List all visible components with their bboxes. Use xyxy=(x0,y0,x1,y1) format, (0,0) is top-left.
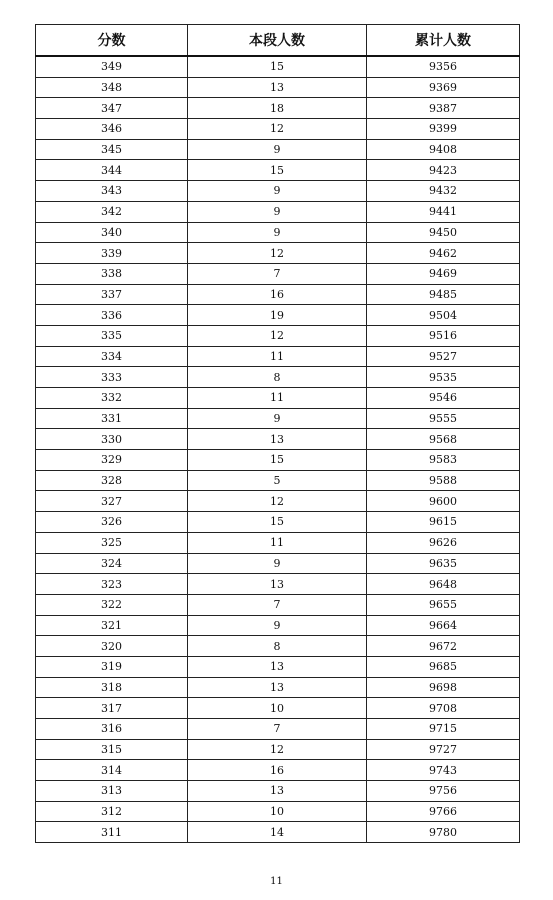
table-row xyxy=(36,698,520,719)
cell-segment-count: 18 xyxy=(188,98,367,119)
cell-segment-count: 13 xyxy=(188,574,367,595)
cell-score: 346 xyxy=(36,119,188,140)
cell-cumulative-count: 9698 xyxy=(367,677,520,698)
table-row xyxy=(36,160,520,181)
cell-score: 339 xyxy=(36,243,188,264)
cell-cumulative-count: 9655 xyxy=(367,594,520,615)
cell-score: 314 xyxy=(36,760,188,781)
cell-score: 324 xyxy=(36,553,188,574)
cell-cumulative-count: 9432 xyxy=(367,181,520,202)
cell-score: 313 xyxy=(36,781,188,802)
table-header xyxy=(36,25,520,57)
cell-segment-count: 12 xyxy=(188,325,367,346)
cell-segment-count: 13 xyxy=(188,77,367,98)
cell-segment-count: 7 xyxy=(188,263,367,284)
column-header-segment-count: 本段人数 xyxy=(188,25,367,57)
table-row xyxy=(36,222,520,243)
cell-segment-count: 12 xyxy=(188,119,367,140)
table-row xyxy=(36,77,520,98)
cell-cumulative-count: 9727 xyxy=(367,739,520,760)
cell-score: 325 xyxy=(36,532,188,553)
cell-segment-count: 14 xyxy=(188,822,367,843)
table-row xyxy=(36,781,520,802)
cell-score: 330 xyxy=(36,429,188,450)
cell-cumulative-count: 9615 xyxy=(367,512,520,533)
table-row xyxy=(36,139,520,160)
table-row xyxy=(36,574,520,595)
cell-segment-count: 9 xyxy=(188,615,367,636)
cell-score: 344 xyxy=(36,160,188,181)
cell-cumulative-count: 9399 xyxy=(367,119,520,140)
cell-score: 315 xyxy=(36,739,188,760)
table-row xyxy=(36,201,520,222)
cell-segment-count: 10 xyxy=(188,698,367,719)
cell-segment-count: 19 xyxy=(188,305,367,326)
cell-score: 345 xyxy=(36,139,188,160)
cell-cumulative-count: 9685 xyxy=(367,656,520,677)
cell-score: 342 xyxy=(36,201,188,222)
cell-cumulative-count: 9516 xyxy=(367,325,520,346)
table-row xyxy=(36,470,520,491)
table-row xyxy=(36,284,520,305)
cell-score: 332 xyxy=(36,388,188,409)
cell-segment-count: 8 xyxy=(188,636,367,657)
cell-segment-count: 13 xyxy=(188,429,367,450)
column-header-score: 分数 xyxy=(36,25,188,57)
table-row xyxy=(36,243,520,264)
cell-score: 334 xyxy=(36,346,188,367)
cell-score: 316 xyxy=(36,719,188,740)
cell-cumulative-count: 9626 xyxy=(367,532,520,553)
cell-score: 328 xyxy=(36,470,188,491)
cell-cumulative-count: 9408 xyxy=(367,139,520,160)
table-row xyxy=(36,677,520,698)
cell-cumulative-count: 9469 xyxy=(367,263,520,284)
table-row xyxy=(36,367,520,388)
cell-cumulative-count: 9708 xyxy=(367,698,520,719)
cell-cumulative-count: 9555 xyxy=(367,408,520,429)
table-row xyxy=(36,491,520,512)
cell-cumulative-count: 9766 xyxy=(367,801,520,822)
cell-segment-count: 11 xyxy=(188,346,367,367)
cell-segment-count: 16 xyxy=(188,760,367,781)
cell-segment-count: 16 xyxy=(188,284,367,305)
score-distribution-table-container xyxy=(35,24,519,843)
table-row xyxy=(36,450,520,471)
table-row xyxy=(36,325,520,346)
cell-cumulative-count: 9756 xyxy=(367,781,520,802)
header-row xyxy=(36,25,520,57)
cell-score: 319 xyxy=(36,656,188,677)
cell-cumulative-count: 9369 xyxy=(367,77,520,98)
cell-score: 322 xyxy=(36,594,188,615)
cell-cumulative-count: 9527 xyxy=(367,346,520,367)
cell-cumulative-count: 9535 xyxy=(367,367,520,388)
cell-cumulative-count: 9588 xyxy=(367,470,520,491)
cell-cumulative-count: 9664 xyxy=(367,615,520,636)
cell-cumulative-count: 9462 xyxy=(367,243,520,264)
cell-cumulative-count: 9546 xyxy=(367,388,520,409)
cell-cumulative-count: 9450 xyxy=(367,222,520,243)
cell-segment-count: 15 xyxy=(188,56,367,77)
table-row xyxy=(36,553,520,574)
cell-score: 333 xyxy=(36,367,188,388)
table-row xyxy=(36,719,520,740)
cell-segment-count: 12 xyxy=(188,491,367,512)
table-row xyxy=(36,594,520,615)
cell-cumulative-count: 9715 xyxy=(367,719,520,740)
table-row xyxy=(36,532,520,553)
cell-score: 326 xyxy=(36,512,188,533)
table-row xyxy=(36,636,520,657)
cell-score: 337 xyxy=(36,284,188,305)
cell-score: 321 xyxy=(36,615,188,636)
page-number: 11 xyxy=(270,876,283,887)
table-row xyxy=(36,656,520,677)
cell-cumulative-count: 9672 xyxy=(367,636,520,657)
table-row xyxy=(36,512,520,533)
cell-score: 327 xyxy=(36,491,188,512)
cell-cumulative-count: 9743 xyxy=(367,760,520,781)
score-distribution-table xyxy=(35,24,520,843)
table-row xyxy=(36,801,520,822)
table-row xyxy=(36,615,520,636)
table-row xyxy=(36,181,520,202)
cell-segment-count: 5 xyxy=(188,470,367,491)
cell-segment-count: 13 xyxy=(188,656,367,677)
table-row xyxy=(36,346,520,367)
cell-cumulative-count: 9423 xyxy=(367,160,520,181)
cell-segment-count: 11 xyxy=(188,532,367,553)
cell-segment-count: 11 xyxy=(188,388,367,409)
table-row xyxy=(36,119,520,140)
cell-segment-count: 8 xyxy=(188,367,367,388)
cell-segment-count: 12 xyxy=(188,739,367,760)
cell-cumulative-count: 9504 xyxy=(367,305,520,326)
cell-cumulative-count: 9583 xyxy=(367,450,520,471)
cell-cumulative-count: 9441 xyxy=(367,201,520,222)
cell-score: 338 xyxy=(36,263,188,284)
cell-segment-count: 7 xyxy=(188,594,367,615)
cell-segment-count: 9 xyxy=(188,408,367,429)
cell-segment-count: 15 xyxy=(188,450,367,471)
cell-cumulative-count: 9780 xyxy=(367,822,520,843)
cell-score: 311 xyxy=(36,822,188,843)
cell-score: 320 xyxy=(36,636,188,657)
cell-cumulative-count: 9356 xyxy=(367,56,520,77)
cell-segment-count: 9 xyxy=(188,181,367,202)
cell-score: 349 xyxy=(36,56,188,77)
table-row xyxy=(36,760,520,781)
cell-cumulative-count: 9648 xyxy=(367,574,520,595)
table-row xyxy=(36,739,520,760)
table-row xyxy=(36,305,520,326)
table-body xyxy=(36,56,520,843)
cell-score: 318 xyxy=(36,677,188,698)
cell-cumulative-count: 9387 xyxy=(367,98,520,119)
cell-score: 348 xyxy=(36,77,188,98)
cell-segment-count: 12 xyxy=(188,243,367,264)
cell-segment-count: 10 xyxy=(188,801,367,822)
cell-segment-count: 9 xyxy=(188,222,367,243)
table-row xyxy=(36,56,520,77)
cell-score: 317 xyxy=(36,698,188,719)
cell-cumulative-count: 9568 xyxy=(367,429,520,450)
cell-score: 331 xyxy=(36,408,188,429)
cell-segment-count: 15 xyxy=(188,160,367,181)
cell-segment-count: 13 xyxy=(188,781,367,802)
cell-cumulative-count: 9635 xyxy=(367,553,520,574)
table-row xyxy=(36,263,520,284)
cell-cumulative-count: 9485 xyxy=(367,284,520,305)
cell-score: 340 xyxy=(36,222,188,243)
table-row xyxy=(36,98,520,119)
cell-segment-count: 9 xyxy=(188,201,367,222)
table-row xyxy=(36,429,520,450)
cell-score: 336 xyxy=(36,305,188,326)
cell-score: 329 xyxy=(36,450,188,471)
cell-segment-count: 7 xyxy=(188,719,367,740)
cell-score: 335 xyxy=(36,325,188,346)
table-row xyxy=(36,822,520,843)
cell-cumulative-count: 9600 xyxy=(367,491,520,512)
cell-segment-count: 13 xyxy=(188,677,367,698)
cell-score: 312 xyxy=(36,801,188,822)
table-row xyxy=(36,408,520,429)
cell-score: 347 xyxy=(36,98,188,119)
cell-score: 343 xyxy=(36,181,188,202)
cell-segment-count: 15 xyxy=(188,512,367,533)
table-row xyxy=(36,388,520,409)
cell-segment-count: 9 xyxy=(188,139,367,160)
column-header-cumulative-count: 累计人数 xyxy=(367,25,520,57)
cell-score: 323 xyxy=(36,574,188,595)
cell-segment-count: 9 xyxy=(188,553,367,574)
